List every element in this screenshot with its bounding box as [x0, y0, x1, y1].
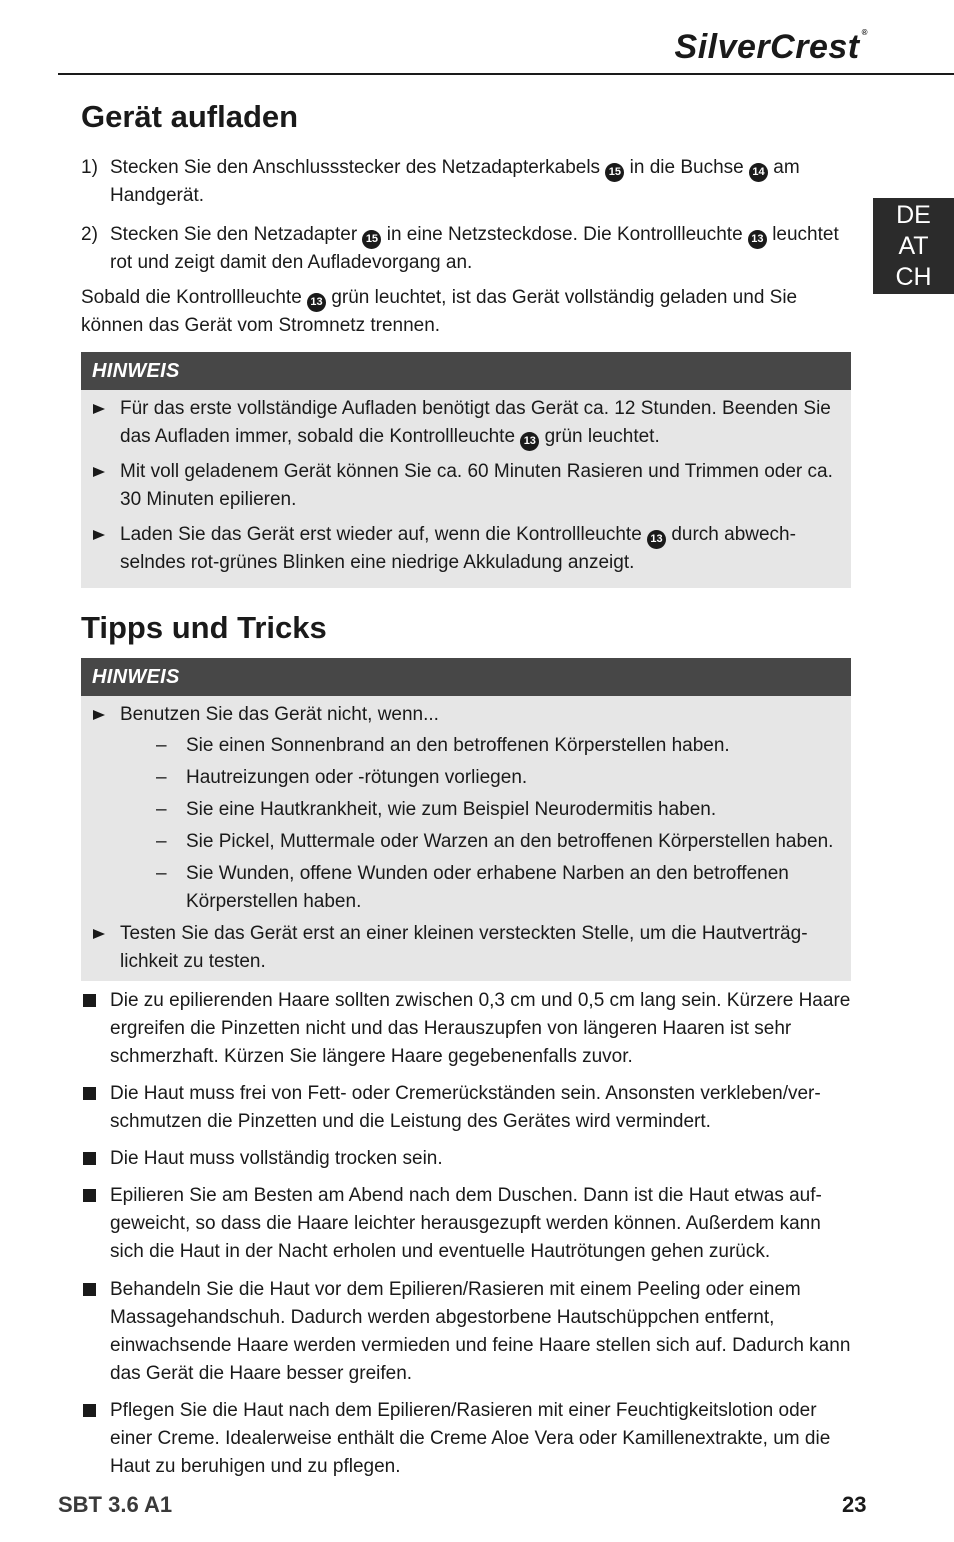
- dash-item: – Hautreizungen oder -rötungen vorliegen.: [81, 764, 851, 792]
- step-number: 1): [81, 157, 98, 178]
- ref-13-icon: 13: [520, 432, 539, 451]
- section-title-charging: Gerät aufladen: [81, 99, 299, 134]
- tip-item: Epilieren Sie am Besten am Abend nach dem Duschen. Dann ist die Haut etwas aufgeweicht, so dass die Haare leichter herausgezupft werden können. Außerdem kann sich die Haut in der Nacht erholen und eventuelle Hautrötungen gehen zurück.: [81, 1182, 851, 1266]
- note-intro: Benutzen Sie das Gerät nicht, wenn...: [81, 701, 851, 729]
- ref-14-icon: 14: [749, 163, 768, 182]
- note-item: Laden Sie das Gerät erst wieder auf, wenn die Kontrollleuchte 13 durch abwechselndes rot-grünes Blinken eine niedrige Akkuladung anzeigt.: [81, 521, 851, 577]
- arrow-bullet-icon: [93, 404, 105, 414]
- dash-bullet-icon: –: [156, 799, 167, 820]
- arrow-bullet-icon: [93, 710, 105, 720]
- square-bullet-icon: [83, 1404, 96, 1417]
- note-box-charging: [81, 352, 851, 588]
- step-1: [81, 154, 851, 210]
- tip-item: Die zu epilierenden Haare sollten zwischen 0,3 cm und 0,5 cm lang sein. Kürzere Haare ergreifen die Pinzetten nicht und das Herauszupfen von längeren Haaren ist sehr schmerzhaft. Kürzen Sie längere Haare gegebenenfalls zuvor.: [81, 987, 851, 1071]
- page-number: 23: [842, 1492, 867, 1517]
- note-item: Mit voll geladenem Gerät können Sie ca. 60 Minuten Rasieren und Trimmen oder ca. 30 Minuten epilieren.: [81, 458, 851, 514]
- arrow-bullet-icon: [93, 467, 105, 477]
- square-bullet-icon: [83, 1152, 96, 1165]
- footer-model: SBT 3.6 A1: [58, 1492, 173, 1517]
- dash-item: – Sie einen Sonnenbrand an den betroffenen Körperstellen haben.: [81, 732, 851, 760]
- arrow-bullet-icon: [93, 929, 105, 939]
- tip-item: Behandeln Sie die Haut vor dem Epilieren/Rasieren mit einem Peeling oder einem Massagehandschuh. Dadurch werden abgestorbene Hautschüppchen entfernt, einwachsende Haare werden vermieden und feine Haare stellen sich auf. Dadurch kann das Gerät die Haare besser greifen.: [81, 1276, 851, 1388]
- brand-name: SilverCrest: [674, 28, 860, 66]
- square-bullet-icon: [83, 994, 96, 1007]
- dash-bullet-icon: –: [156, 735, 167, 756]
- step-text: Stecken Sie den Anschlussstecker des Netzadapterkabels 15 in die Buchse 14 am Handgerät.: [110, 157, 800, 206]
- step-2: [81, 221, 851, 277]
- ref-15-icon: 15: [362, 230, 381, 249]
- header-rule: [58, 73, 954, 75]
- note-outro: Testen Sie das Gerät erst an einer kleinen versteckten Stelle, um die Hautverträglichkeit zu testen.: [81, 920, 851, 976]
- square-bullet-icon: [83, 1087, 96, 1100]
- ref-13-icon: 13: [748, 230, 767, 249]
- ref-15-icon: 15: [605, 163, 624, 182]
- square-bullet-icon: [83, 1189, 96, 1202]
- language-tab: [873, 198, 954, 294]
- dash-bullet-icon: –: [156, 767, 167, 788]
- ref-13-icon: 13: [307, 293, 326, 312]
- charging-paragraph: Sobald die Kontrollleuchte 13 grün leuchtet, ist das Gerät vollständig geladen und Sie können das Gerät vom Stromnetz trennen.: [81, 287, 798, 336]
- step-number: 2): [81, 224, 98, 245]
- square-bullet-icon: [83, 1283, 96, 1296]
- lang-de: DE: [896, 201, 931, 229]
- dash-bullet-icon: –: [156, 863, 167, 884]
- tip-item: Pflegen Sie die Haut nach dem Epilieren/Rasieren mit einer Feuchtigkeitslotion oder einer Creme. Idealerweise enthält die Creme Aloe Vera oder Kamillenextrakte, um die Haut zu beruhigen und zu pflegen.: [81, 1397, 851, 1481]
- dash-bullet-icon: –: [156, 831, 167, 852]
- note-header: HINWEIS: [81, 658, 851, 696]
- lang-ch: CH: [895, 263, 932, 291]
- section-title-tips: Tipps und Tricks: [81, 610, 327, 645]
- arrow-bullet-icon: [93, 530, 105, 540]
- lang-at: AT: [898, 232, 929, 260]
- dash-item: – Sie eine Hautkrankheit, wie zum Beispiel Neurodermitis haben.: [81, 796, 851, 824]
- ref-13-icon: 13: [647, 530, 666, 549]
- note-box-tips: [81, 658, 851, 981]
- step-text: Stecken Sie den Netzadapter 15 in eine Netzsteckdose. Die Kontrollleuchte 13 leuchtet rot und zeigt damit den Aufladevorgang an.: [110, 224, 839, 273]
- dash-item: – Sie Wunden, offene Wunden oder erhabene Narben an den betroffenen Körperstellen haben.: [81, 860, 851, 916]
- note-item: Für das erste vollständige Aufladen benötigt das Gerät ca. 12 Stunden. Beenden Sie das Aufladen immer, sobald die Kontrollleuchte 13 grün leuchtet.: [81, 395, 851, 451]
- dash-item: – Sie Pickel, Muttermale oder Warzen an den betroffenen Körperstellen haben.: [81, 828, 851, 856]
- tip-item: Die Haut muss vollständig trocken sein.: [81, 1145, 851, 1173]
- registered-mark: ®: [861, 28, 868, 37]
- note-header: HINWEIS: [81, 352, 851, 390]
- tip-item: Die Haut muss frei von Fett- oder Cremerückständen sein. Ansonsten verkleben/verschmutzen die Pinzetten und die Leistung des Gerätes wird vermindert.: [81, 1080, 851, 1136]
- brand-logo: [675, 28, 868, 67]
